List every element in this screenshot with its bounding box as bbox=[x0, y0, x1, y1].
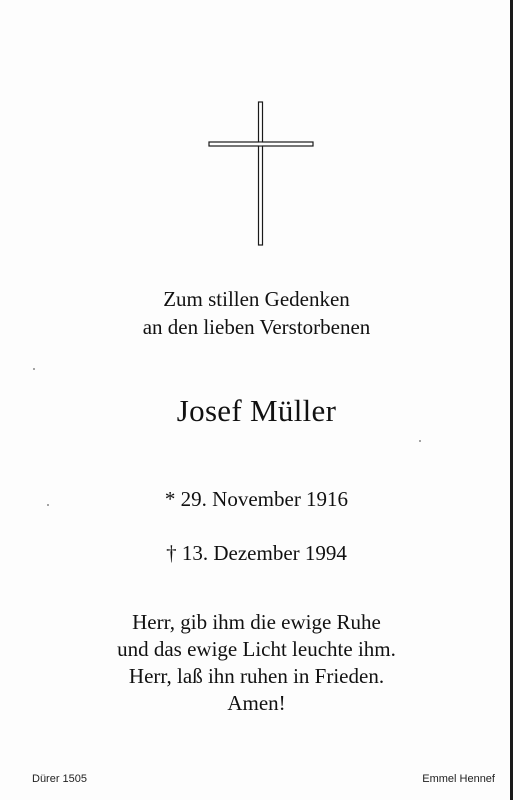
deceased-name: Josef Müller bbox=[176, 393, 337, 428]
footer-artwork-credit: Dürer 1505 bbox=[32, 773, 88, 785]
prayer-line-4: Amen! bbox=[227, 691, 286, 715]
prayer-line-3: Herr, laß ihn ruhen in Frieden. bbox=[128, 664, 385, 688]
prayer-line-2: und das ewige Licht leuchte ihm. bbox=[117, 637, 396, 661]
scan-speck bbox=[419, 440, 421, 442]
footer-publisher-credit: Emmel Hennef bbox=[422, 773, 495, 785]
memorial-heading-line-1: Zum stillen Gedenken bbox=[163, 287, 350, 311]
scan-speck bbox=[47, 504, 49, 506]
scan-speck bbox=[33, 368, 35, 370]
death-date: † 13. Dezember 1994 bbox=[166, 541, 347, 565]
cross-icon bbox=[205, 100, 317, 250]
memorial-heading-line-2: an den lieben Verstorbenen bbox=[142, 315, 371, 339]
prayer-line-1: Herr, gib ihm die ewige Ruhe bbox=[132, 610, 381, 634]
birth-date: * 29. November 1916 bbox=[164, 487, 349, 511]
